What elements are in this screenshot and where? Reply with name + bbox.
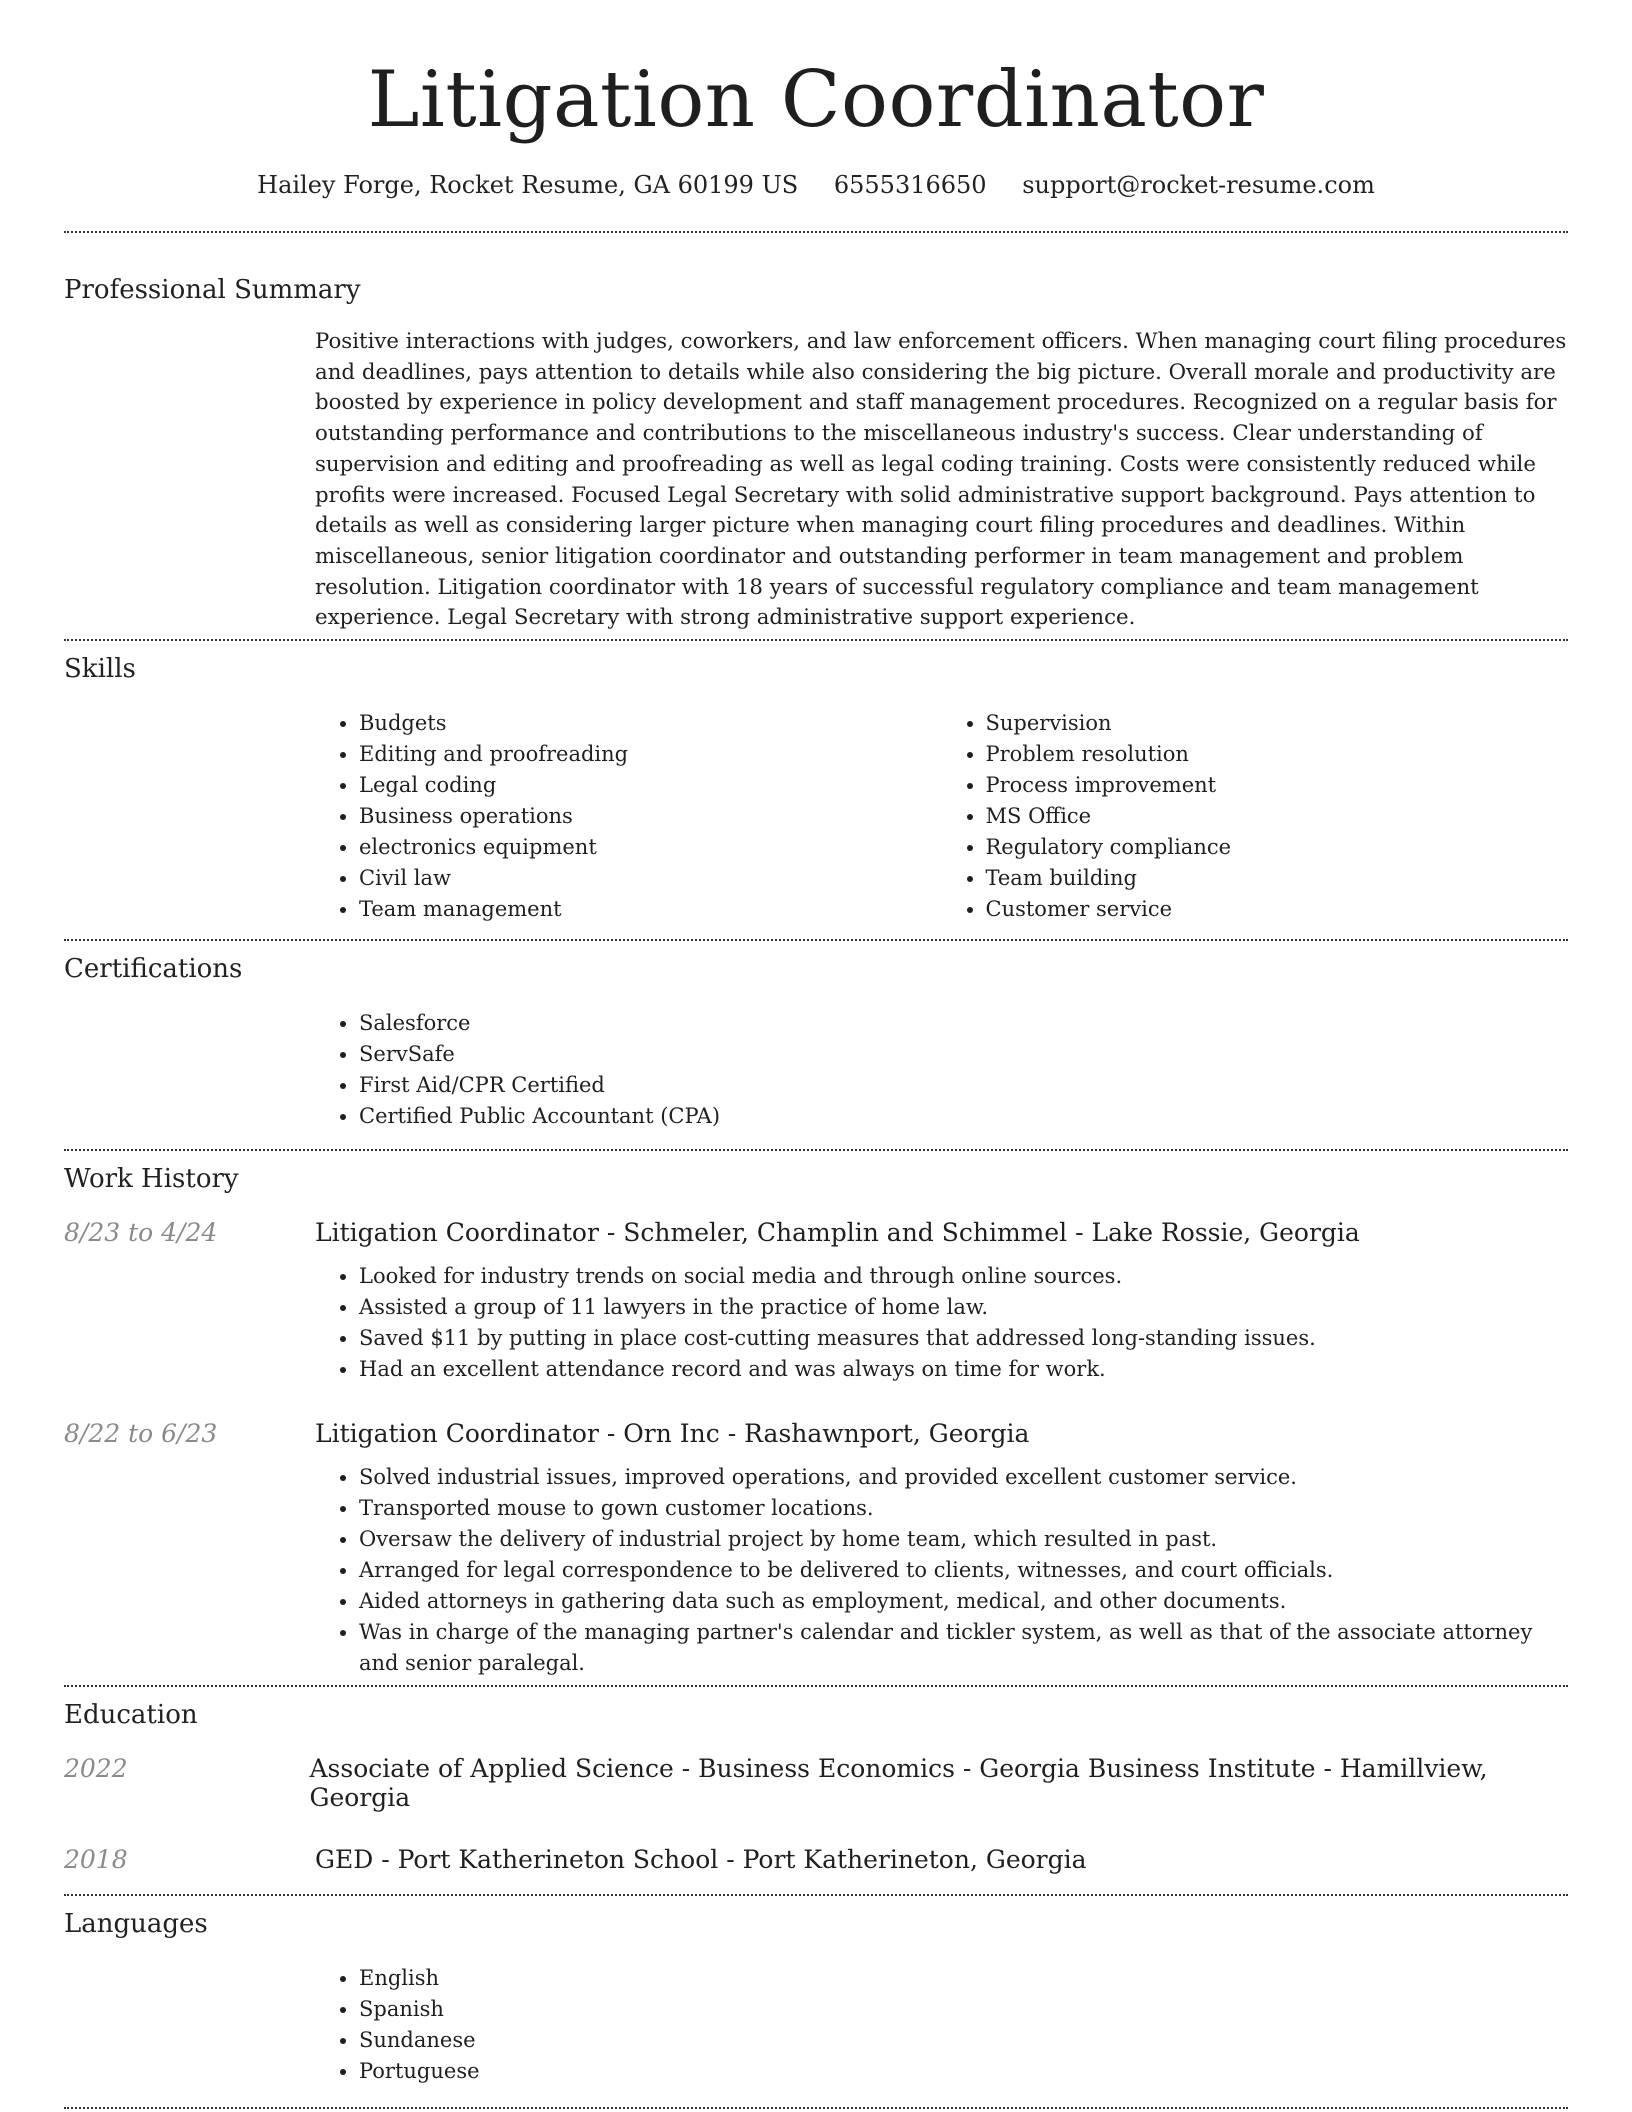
job-dates: 8/23 to 4/24 xyxy=(64,1218,218,1248)
resume-page xyxy=(64,0,1568,2109)
job-bullet: • Oversaw the delivery of industrial project by home team, which resulted in past. xyxy=(359,1524,1568,1555)
contact-email: support@rocket-resume.com xyxy=(1022,171,1375,199)
certifications-content xyxy=(315,1008,1568,1132)
skill-item: • Civil law xyxy=(359,863,942,894)
job-duties xyxy=(315,1261,1568,1385)
skill-item: • Team management xyxy=(359,894,942,925)
language-item: • Portuguese xyxy=(359,2056,1568,2087)
skills-list-left xyxy=(315,708,942,925)
job-bullet: • Saved $11 by putting in place cost-cutting measures that addressed long-standing issues. xyxy=(359,1323,1568,1354)
language-item: • Sundanese xyxy=(359,2025,1568,2056)
skill-item: • Process improvement xyxy=(986,770,1569,801)
education-section xyxy=(64,1687,1568,1874)
skill-item: • MS Office xyxy=(986,801,1569,832)
job-entry xyxy=(64,1218,1568,1385)
job-bullet-list xyxy=(315,1462,1568,1679)
skill-item: • Legal coding xyxy=(359,770,942,801)
education-details: GED - Port Katherineton School - Port Katherineton, Georgia xyxy=(315,1845,1087,1875)
languages-section xyxy=(64,1896,1568,2087)
summary-text: Positive interactions with judges, coworkers, and law enforcement officers. When managing court filing procedures and deadlines, pays attention to details while also considering the big picture. Overall morale and productivity are boosted by experience in policy development and staff management procedures. Recognized on a regular basis for outstanding performance and contributions to the miscellaneous industry's success. Clear understanding of supervision and editing and proofreading as well as legal coding training. Costs were consistently reduced while profits were increased. Focused Legal Secretary with solid administrative support background. Pays attention to details as well as considering larger picture when managing court filing procedures and deadlines. Within miscellaneous, senior litigation coordinator and outstanding performer in team management and problem resolution. Litigation coordinator with 18 years of successful regulatory compliance and team management experience. Legal Secretary with strong administrative support experience. xyxy=(315,329,1567,631)
contact-phone: 6555316650 xyxy=(833,171,987,199)
job-duties xyxy=(315,1462,1568,1679)
job-company: Orn Inc xyxy=(623,1419,720,1449)
certifications-heading: Certifications xyxy=(64,954,243,985)
job-entry xyxy=(64,1419,1568,1679)
job-title-line: Litigation Coordinator - Schmeler, Champlin and Schimmel - Lake Rossie, Georgia xyxy=(315,1218,1360,1248)
job-title-line: Litigation Coordinator - Orn Inc - Rashawnport, Georgia xyxy=(315,1419,1030,1449)
skill-item: • Business operations xyxy=(359,801,942,832)
job-bullet: • Transported mouse to gown customer locations. xyxy=(359,1493,1568,1524)
job-header xyxy=(64,1419,1568,1448)
job-dates: 8/22 to 6/23 xyxy=(64,1419,218,1449)
certifications-section xyxy=(64,941,1568,1132)
certification-item: • ServSafe xyxy=(359,1039,1568,1070)
resume-title: Litigation Coordinator xyxy=(367,55,1265,145)
skills-heading: Skills xyxy=(64,654,136,685)
languages-list xyxy=(315,1963,1568,2087)
certification-item: • Salesforce xyxy=(359,1008,1568,1039)
languages-heading: Languages xyxy=(64,1909,208,1940)
job-header xyxy=(64,1218,1568,1247)
education-year: 2022 xyxy=(64,1754,128,1784)
job-bullet: • Assisted a group of 11 lawyers in the practice of home law. xyxy=(359,1292,1568,1323)
job-role: Litigation Coordinator xyxy=(315,1419,599,1449)
skill-item: • Regulatory compliance xyxy=(986,832,1569,863)
job-location: Rashawnport, Georgia xyxy=(744,1419,1030,1449)
summary-section xyxy=(64,233,1568,634)
job-bullet: • Had an excellent attendance record and was always on time for work. xyxy=(359,1354,1568,1385)
summary-heading: Professional Summary xyxy=(64,275,361,305)
certification-item: • Certified Public Accountant (CPA) xyxy=(359,1101,1568,1132)
job-bullet: • Was in charge of the managing partner's calendar and tickler system, as well as that of the associate attorney and senior paralegal. xyxy=(359,1617,1568,1679)
skill-item: • Editing and proofreading xyxy=(359,739,942,770)
education-details: Associate of Applied Science - Business Economics - Georgia Business Institute - Hamillview, Georgia xyxy=(309,1754,1488,1813)
education-entry xyxy=(64,1845,1568,1874)
skill-item: • Supervision xyxy=(986,708,1569,739)
work-section xyxy=(64,1151,1568,1679)
skill-item: • Team building xyxy=(986,863,1569,894)
education-year: 2018 xyxy=(64,1845,128,1875)
job-location: Lake Rossie, Georgia xyxy=(1091,1218,1360,1248)
job-bullet: • Aided attorneys in gathering data such as employment, medical, and other documents. xyxy=(359,1586,1568,1617)
language-item: • English xyxy=(359,1963,1568,1994)
skill-item: • Budgets xyxy=(359,708,942,739)
job-bullet-list xyxy=(315,1261,1568,1385)
skills-list-right xyxy=(942,708,1569,925)
language-item: • Spanish xyxy=(359,1994,1568,2025)
skill-item: • Customer service xyxy=(986,894,1569,925)
job-bullet: • Looked for industry trends on social media and through online sources. xyxy=(359,1261,1568,1292)
certifications-list xyxy=(315,1008,1568,1132)
contact-address: Hailey Forge, Rocket Resume, GA 60199 US xyxy=(257,171,799,199)
skills-columns xyxy=(315,708,1568,925)
work-heading: Work History xyxy=(64,1164,239,1195)
skill-item: • electronics equipment xyxy=(359,832,942,863)
education-entry xyxy=(64,1754,1568,1812)
job-bullet: • Solved industrial issues, improved operations, and provided excellent customer service. xyxy=(359,1462,1568,1493)
languages-content xyxy=(315,1963,1568,2087)
certification-item: • First Aid/CPR Certified xyxy=(359,1070,1568,1101)
education-heading: Education xyxy=(64,1700,198,1731)
job-company: Schmeler, Champlin and Schimmel xyxy=(623,1218,1068,1248)
divider xyxy=(64,2107,1568,2109)
contact-line xyxy=(64,168,1568,202)
skill-item: • Problem resolution xyxy=(986,739,1569,770)
job-role: Litigation Coordinator xyxy=(315,1218,599,1248)
skills-section xyxy=(64,641,1568,925)
job-bullet: • Arranged for legal correspondence to be delivered to clients, witnesses, and court officials. xyxy=(359,1555,1568,1586)
